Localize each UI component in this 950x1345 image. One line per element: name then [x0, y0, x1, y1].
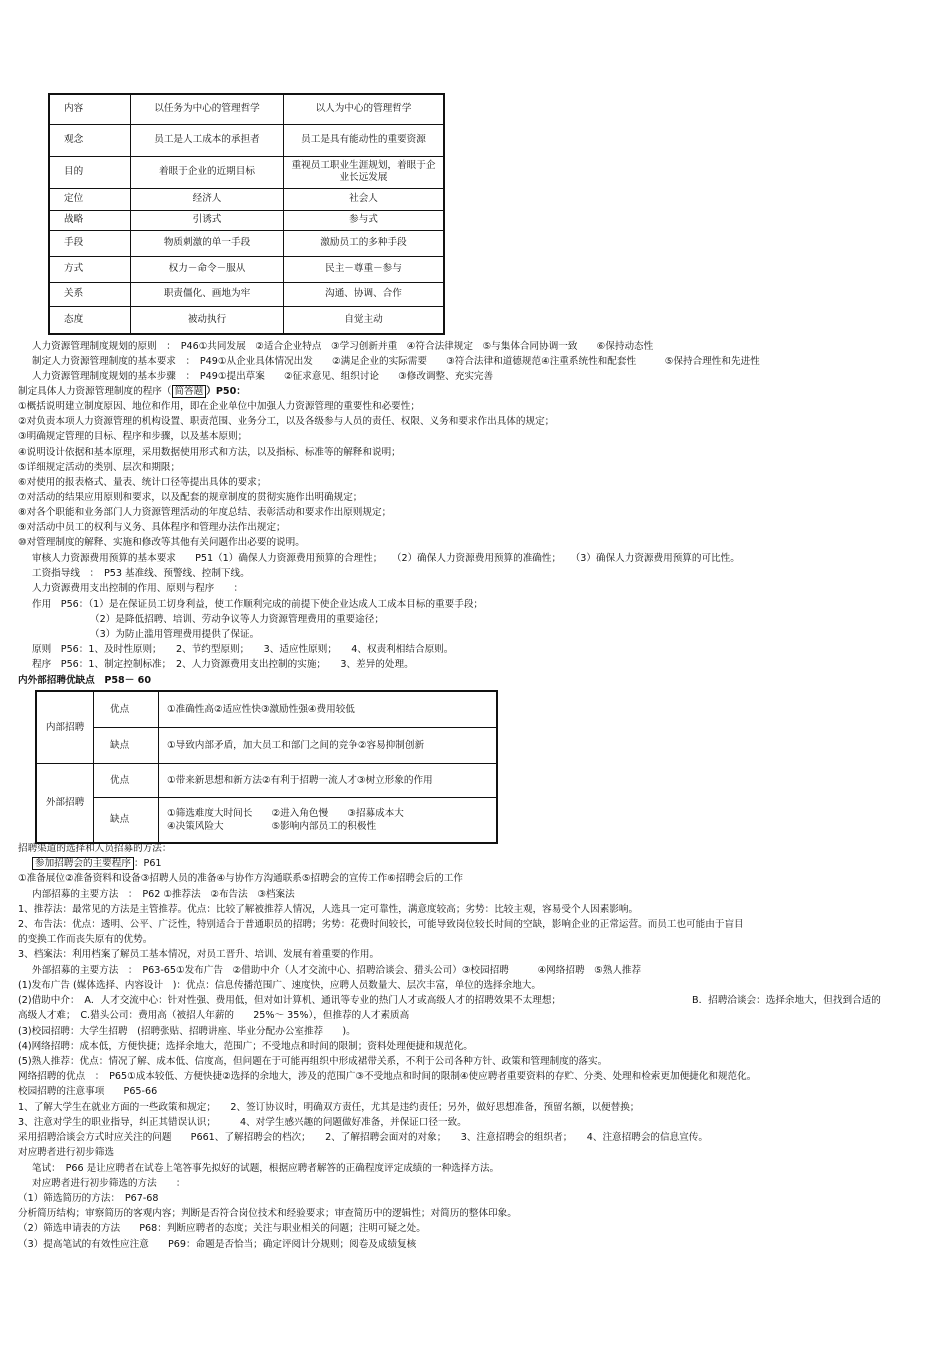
- table-row: [49, 124, 444, 156]
- cost-control-role: （2）是降低招聘、培训、劳动争议等人力资源管理费用的重要途径；: [90, 614, 384, 625]
- external-method-line: (5)熟人推荐：优点：情况了解、成本低、信度高，但问题在于可能再组织中形成裙带关系，不利于公司各种方针、政策和管理制度的落实。: [18, 1056, 608, 1067]
- table-cell: 观念: [49, 124, 131, 156]
- procedure-item: ①概括说明建立制度原因、地位和作用，即在企业单位中加强人力资源管理的重要性和必要性；: [18, 401, 420, 412]
- written-test-line: 笔试： P66 是让应聘者在试卷上笔答事先拟好的试题，根据应聘者解答的正确程度评定成绩的一种选择方法。: [32, 1163, 500, 1174]
- cost-control-role: 作用 P56：（1）是在保证员工切身利益，使工作顺利完成的前提下使企业达成人工成本目标的重要手段；: [32, 599, 484, 610]
- steps-line: 人力资源管理制度规划的基本步骤 ： P49①提出草案 ②征求意见、组织讨论 ③修改调整、充实完善: [32, 371, 494, 382]
- cost-control-heading: 人力资源费用支出控制的作用、原则与程序 ：: [32, 583, 244, 594]
- external-method-line: (3)校园招聘：大学生招聘 (招聘张贴、招聘讲座、毕业分配办公室推荐 )。: [18, 1026, 356, 1037]
- table-row: [36, 763, 497, 797]
- procedure-item: ⑩对管理制度的解释、实施和修改等其他有关问题作出必要的说明。: [18, 537, 305, 548]
- recruit-pros-cons-table: [35, 690, 498, 844]
- cons-label: 缺点: [94, 727, 159, 763]
- external-method-line: (2)借助中介： A．人才交流中心：针对性强、费用低，但对如计算机、通讯等专业的热门人才或高级人才的招聘效果不太理想；: [18, 995, 562, 1006]
- management-philosophy-table: [48, 93, 445, 335]
- job-fair-heading: [32, 857, 162, 870]
- table-row: [49, 94, 444, 124]
- table-cell: 定位: [49, 188, 131, 210]
- external-method-line: (1)发布广告 (媒体选择、内容设计 )：优点：信息传播范围广、速度快，应聘人员数量大、层次丰富，单位的选择余地大。: [18, 980, 541, 991]
- table-cell: 沟通、协调、合作: [284, 282, 445, 306]
- table-cell: 关系: [49, 282, 131, 306]
- table-row: [49, 210, 444, 230]
- screening-line: （1）筛选简历的方法： P67-68: [18, 1193, 159, 1204]
- online-recruit-advantages: 网络招聘的优点 ： P65①成本较低、方便快捷②选择的余地大，涉及的范围广③不受地点和时间的限制④使应聘者重要资料的存贮、分类、处理和检索更加便捷化和规范化。: [18, 1071, 757, 1082]
- table-cell: 方式: [49, 256, 131, 282]
- table-cell: 员工是人工成本的承担者: [131, 124, 284, 156]
- job-fair-title: 参加招聘会的主要程序: [32, 857, 134, 870]
- external-cons-line: ①筛选难度大时间长 ②进入角色慢 ③招募成本大: [167, 807, 404, 819]
- table-cell: 战略: [49, 210, 131, 230]
- campus-line: 1、了解大学生在就业方面的一些政策和规定； 2、签订协议时，明确双方责任，尤其是违约责任；另外，做好思想准备，预留名额，以便替换；: [18, 1102, 640, 1113]
- table-cell: 被动执行: [131, 306, 284, 334]
- cons-label: 缺点: [94, 797, 159, 843]
- method-line: 2、布告法：优点：透明、公平、广泛性，特别适合于普通职员的招聘；劣势：花费时间较长，可能导致岗位较长时间的空缺，影响企业的正常运营。而员工也可能由于盲目: [18, 919, 744, 930]
- table-cell: 权力－命令－服从: [131, 256, 284, 282]
- channels-heading: 招聘渠道的选择和人员招募的方法：: [18, 843, 172, 854]
- table-cell: 目的: [49, 156, 131, 188]
- internal-label: 内部招聘: [36, 691, 94, 763]
- external-methods: 外部招募的主要方法 ： P63-65①发布广告 ②借助中介（人才交流中心、招聘洽谈会、猎头公司）③校园招聘 ④网络招聘 ⑤熟人推荐: [32, 965, 642, 976]
- procedure-item: ③明确规定管理的目标、程序和步骤，以及基本原则；: [18, 431, 248, 442]
- external-cons-line: ④决策风险大 ⑤影响内部员工的积极性: [167, 820, 377, 832]
- table-cell: 重视员工职业生涯规划，着眼于企业长远发展: [284, 156, 445, 188]
- method-line: 1、推荐法：最常见的方法是主管推荐。优点：比较了解被推荐人情况，人选具一定可靠性，满意度较高；劣势：比较主观，容易受个人因素影响。: [18, 904, 639, 915]
- job-fair-steps: ①准备展位②准备资料和设备③招聘人员的准备④与协作方沟通联系⑤招聘会的宣传工作⑥招聘会后的工作: [18, 873, 463, 884]
- table-row: [49, 256, 444, 282]
- pros-label: 优点: [94, 691, 159, 727]
- table-cell: 经济人: [131, 188, 284, 210]
- table-cell: 物质刺激的单一手段: [131, 230, 284, 256]
- procedure-item: ④说明设计依据和基本原理，采用数据使用形式和方法，以及指标、标准等的解释和说明；: [18, 447, 401, 458]
- job-fair-page: ：P61: [133, 858, 162, 869]
- pros-label: 优点: [94, 763, 159, 797]
- table-cell: 自觉主动: [284, 306, 445, 334]
- table-cell: 激励员工的多种手段: [284, 230, 445, 256]
- internal-cons: ①导致内部矛盾，加大员工和部门之间的竞争②容易抑制创新: [159, 727, 498, 763]
- external-method-line: 高级人才难； C.猎头公司：费用高（被招人年薪的 25%～ 35%），但推荐的人才素质高: [18, 1010, 410, 1021]
- requirements-line: 制定人力资源管理制度的基本要求 ： P49①从企业具体情况出发 ②满足企业的实际需要 ③符合法律和道德规范④注重系统性和配套性 ⑤保持合理性和先进性: [32, 356, 760, 367]
- table-cell: 态度: [49, 306, 131, 334]
- screening-line: （3）提高笔试的有效性应注意 P69：命题是否恰当；确定评阅计分规则；阅卷及成绩复核: [18, 1239, 417, 1250]
- internal-pros: ①准确性高②适应性快③激励性强④费用较低: [159, 691, 498, 727]
- procedure-heading-a: 制定具体人力资源管理制度的程序（: [18, 386, 172, 397]
- budget-line: 审核人力资源费用预算的基本要求 P51（1）确保人力资源费用预算的合理性； （2）确保人力资源费用预算的准确性； （3）确保人力资源费用预算的可比性。: [32, 553, 740, 564]
- screening-heading: 对应聘者进行初步筛选: [18, 1147, 114, 1158]
- external-method-line: B．招聘洽谈会：选择余地大，但找到合适的: [692, 995, 881, 1006]
- procedure-item: ②对负责本项人力资源管理的机构设置、职责范围、业务分工，以及各级参与人员的责任、权限、义务和要求作出具体的规定；: [18, 416, 555, 427]
- external-label: 外部招聘: [36, 763, 94, 843]
- screening-line: 分析简历结构；审察简历的客观内容；判断是否符合岗位技术和经验要求；审查简历中的逻辑性；对简历的整体印象。: [18, 1208, 517, 1219]
- table-cell: 民主－尊重－参与: [284, 256, 445, 282]
- table-row: [49, 306, 444, 334]
- table-row: [36, 797, 497, 843]
- recruit-heading: 内外部招聘优缺点 P58－ 60: [18, 675, 152, 686]
- external-method-line: (4)网络招聘：成本低，方便快捷；选择余地大，范围广；不受地点和时间的限制；资料处理便捷和规范化。: [18, 1041, 473, 1052]
- procedure-heading-b: ）P50：: [206, 386, 246, 397]
- job-fair-focus: 采用招聘洽谈会方式时应关注的问题 P661、了解招聘会的档次； 2、了解招聘会面对的对象； 3、注意招聘会的组织者； 4、注意招聘会的信息宣传。: [18, 1132, 708, 1143]
- cost-control-principles: 原则 P56：1、及时性原则； 2、节约型原则； 3、适应性原则； 4、权责利相结合原则。: [32, 644, 454, 655]
- table-row: [49, 188, 444, 210]
- table-cell: 内容: [49, 94, 131, 124]
- table-cell: 以人为中心的管理哲学: [284, 94, 445, 124]
- table-row: [36, 727, 497, 763]
- campus-heading: 校园招聘的注意事项 P65-66: [18, 1086, 158, 1097]
- cost-control-procedure: 程序 P56：1、制定控制标准； 2、人力资源费用支出控制的实施； 3、差异的处理。: [32, 659, 414, 670]
- internal-methods: 内部招募的主要方法 ： P62 ①推荐法 ②布告法 ③档案法: [32, 889, 295, 900]
- short-answer-tag: 简答题: [172, 385, 207, 398]
- external-cons: [159, 797, 498, 843]
- method-line: 的变换工作而丧失原有的优势。: [18, 934, 153, 945]
- table-cell: 参与式: [284, 210, 445, 230]
- campus-line: 3、注意对学生的职业指导，纠正其错误认识； 4、对学生感兴趣的问题做好准备，并保证口径一致。: [18, 1117, 467, 1128]
- procedure-item: ⑦对活动的结果应用原则和要求，以及配套的规章制度的贯彻实施作出明确规定；: [18, 492, 363, 503]
- table-cell: 职责僵化、画地为牢: [131, 282, 284, 306]
- principles-line: 人力资源管理制度规划的原则 ： P46①共同发展 ②适合企业特点 ③学习创新并重 ④符合法律规定 ⑤与集体合同协调一致 ⑥保持动态性: [32, 341, 654, 352]
- procedure-item: ⑤详细规定活动的类别、层次和期限；: [18, 462, 181, 473]
- table-row: [49, 282, 444, 306]
- method-line: 3、档案法：利用档案了解员工基本情况，对员工晋升、培训、发展有着重要的作用。: [18, 949, 380, 960]
- table-cell: 员工是具有能动性的重要资源: [284, 124, 445, 156]
- procedure-heading: [18, 385, 246, 398]
- table-cell: 引诱式: [131, 210, 284, 230]
- cost-control-role: （3）为防止滥用管理费用提供了保证。: [90, 629, 260, 640]
- screening-methods: 对应聘者进行初步筛选的方法 ：: [32, 1178, 186, 1189]
- table-cell: 以任务为中心的管理哲学: [131, 94, 284, 124]
- table-row: [49, 156, 444, 188]
- table-row: [49, 230, 444, 256]
- table-cell: 着眼于企业的近期目标: [131, 156, 284, 188]
- procedure-item: ⑨对活动中员工的权利与义务、具体程序和管理办法作出规定；: [18, 522, 286, 533]
- external-pros: ①带来新思想和新方法②有利于招聘一流人才③树立形象的作用: [159, 763, 498, 797]
- wage-guideline: 工资指导线 ： P53 基准线、预警线、控制下线。: [32, 568, 250, 579]
- table-cell: 社会人: [284, 188, 445, 210]
- screening-line: （2）筛选申请表的方法 P68：判断应聘者的态度；关注与职业相关的问题；注明可疑之处。: [18, 1223, 426, 1234]
- procedure-item: ⑥对使用的报表格式、量表、统计口径等提出具体的要求；: [18, 477, 267, 488]
- procedure-item: ⑧对各个职能和业务部门人力资源管理活动的年度总结、表彰活动和要求作出原则规定；: [18, 507, 392, 518]
- table-row: [36, 691, 497, 727]
- table-cell: 手段: [49, 230, 131, 256]
